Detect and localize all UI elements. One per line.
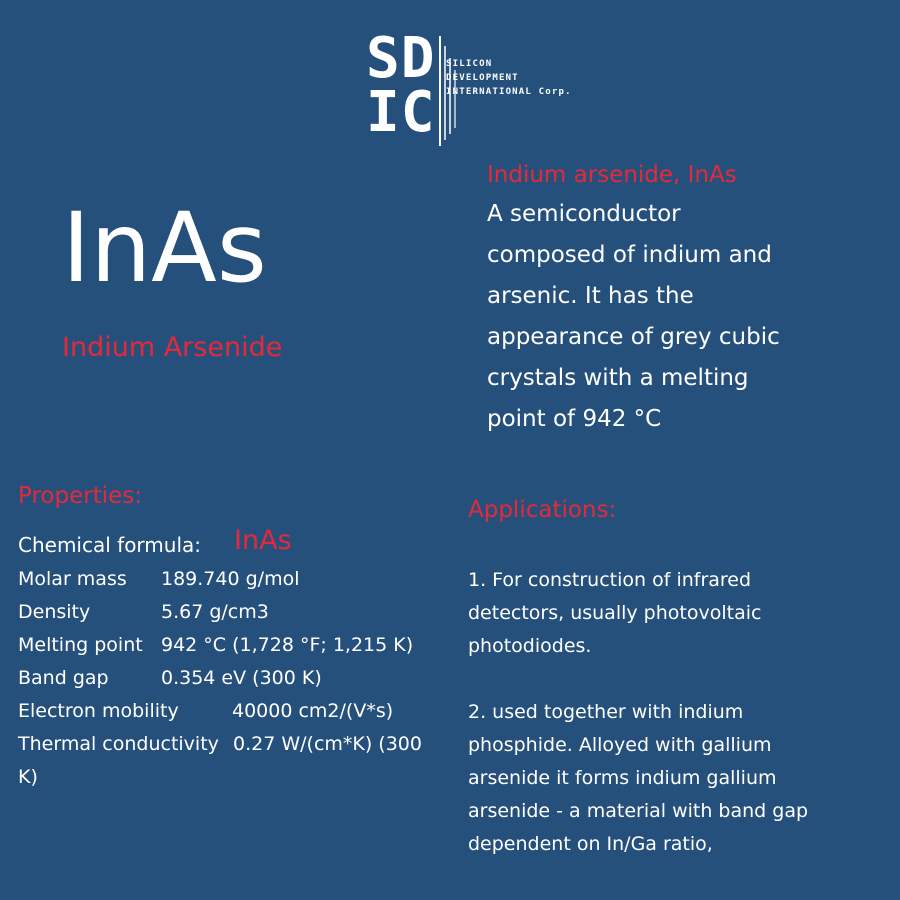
description-title: Indium arsenide, InAs — [487, 162, 737, 188]
application-line: phosphide. Alloyed with gallium — [468, 734, 772, 756]
applications-heading: Applications: — [468, 497, 617, 523]
logo-company-name — [446, 57, 572, 99]
property-chemical-formula — [18, 526, 438, 562]
logo-letters-row2: IC — [366, 80, 436, 145]
application-line: dependent on In/Ga ratio, — [468, 833, 713, 855]
logo-name-line3: INTERNATIONAL Corp. — [446, 87, 572, 97]
chemical-formula-value: InAs — [234, 525, 292, 556]
sdic-logo — [366, 26, 586, 150]
property-label: Thermal conductivity — [18, 733, 219, 755]
application-line: arsenide - a material with band gap — [468, 800, 809, 822]
property-row-density — [18, 596, 438, 629]
description-line: composed of indium and — [487, 242, 772, 268]
description-line: point of 942 °C — [487, 406, 662, 432]
logo-letters — [366, 26, 436, 145]
description-line: crystals with a melting — [487, 365, 749, 391]
logo-name-line2: DEVELOPMENT — [446, 73, 519, 83]
property-value: 942 °C (1,728 °F; 1,215 K) — [161, 634, 414, 656]
property-label: Band gap — [18, 667, 109, 689]
property-row-thermal-conductivity — [18, 728, 438, 794]
properties-heading: Properties: — [18, 483, 142, 509]
hero-formula: InAs — [62, 192, 267, 304]
properties-list — [18, 563, 438, 794]
application-item-2 — [468, 696, 888, 861]
logo-letters-row1: SD — [366, 26, 436, 91]
hero-name: Indium Arsenide — [62, 332, 283, 363]
application-spacer — [468, 663, 888, 696]
description-line: arsenic. It has the — [487, 283, 694, 309]
property-value: 40000 cm2/(V*s) — [232, 700, 394, 722]
property-row-band-gap — [18, 662, 438, 695]
application-line: detectors, usually photovoltaic — [468, 602, 762, 624]
property-row-melting-point — [18, 629, 438, 662]
property-label: Electron mobility — [18, 700, 179, 722]
chemical-formula-label: Chemical formula: — [18, 533, 202, 557]
application-line: photodiodes. — [468, 635, 592, 657]
property-value-continued: K) — [18, 766, 38, 788]
property-value: 0.27 W/(cm*K) (300 — [233, 733, 422, 755]
description-line: A semiconductor — [487, 201, 681, 227]
property-label: Melting point — [18, 634, 143, 656]
property-label: Molar mass — [18, 568, 127, 590]
application-line: arsenide it forms indium gallium — [468, 767, 777, 789]
property-label: Density — [18, 601, 91, 623]
property-row-electron-mobility — [18, 695, 438, 728]
property-value: 5.67 g/cm3 — [161, 601, 269, 623]
property-value: 189.740 g/mol — [161, 568, 300, 590]
description-text — [487, 194, 887, 440]
property-value: 0.354 eV (300 K) — [161, 667, 322, 689]
applications-list — [468, 564, 888, 861]
application-item-1 — [468, 564, 888, 663]
application-line: 1. For construction of infrared — [468, 569, 752, 591]
property-row-molar-mass — [18, 563, 438, 596]
logo-name-line1: SILICON — [446, 59, 493, 69]
description-line: appearance of grey cubic — [487, 324, 780, 350]
application-line: 2. used together with indium — [468, 701, 744, 723]
